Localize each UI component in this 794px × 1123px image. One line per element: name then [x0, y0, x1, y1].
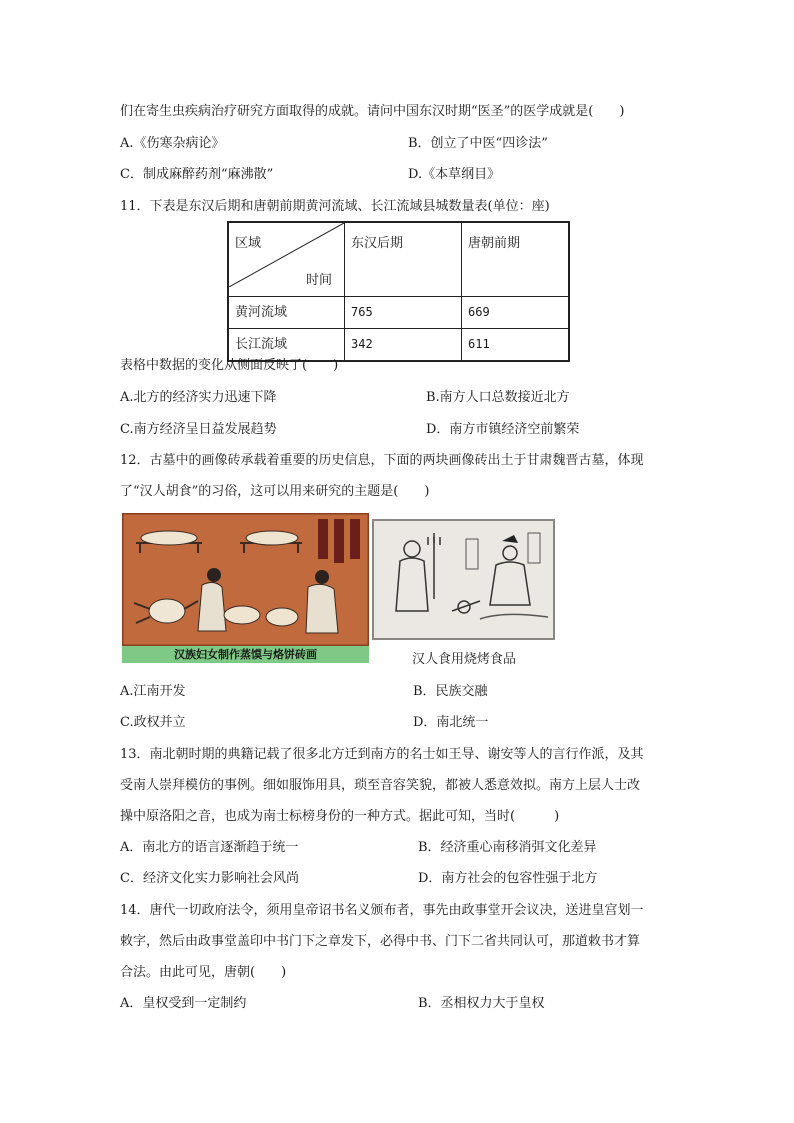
roast-food-illustration — [372, 519, 555, 640]
q14-option-a[interactable]: A．皇权受到一定制约 — [120, 996, 247, 1011]
brick-painting-women-cooking — [122, 513, 369, 663]
q14-option-b[interactable]: B．丞相权力大于皇权 — [418, 996, 545, 1011]
q12-option-c[interactable]: C.政权并立 — [120, 715, 186, 730]
image1-caption: 汉族妇女制作蒸馍与烙饼砖画 — [122, 646, 369, 663]
table-header-2: 唐朝前期 — [462, 222, 570, 297]
q14-stem-line1: 14．唐代一切政府法令，须用皇帝诏书名义颁布者，事先由政事堂开会议决，送进皇宫划一 — [120, 903, 644, 918]
corner-time-label: 时间 — [305, 273, 332, 288]
q13-option-a[interactable]: A．南北方的语言逐渐趋于统一 — [120, 840, 299, 855]
q12-option-d[interactable]: D．南北统一 — [413, 715, 489, 730]
q11-question: 表格中数据的变化从侧面反映了( ) — [120, 358, 339, 373]
table-corner-cell — [228, 222, 345, 297]
corner-region-label: 区域 — [235, 236, 262, 251]
table-header-1: 东汉后期 — [345, 222, 462, 297]
q10-option-c[interactable]: C．制成麻醉药剂“麻沸散” — [120, 167, 274, 182]
q12-option-a[interactable]: A.江南开发 — [120, 684, 186, 699]
table-cell: 669 — [462, 297, 570, 329]
table-cell: 611 — [462, 329, 570, 362]
image2-caption: 汉人食用烧烤食品 — [412, 652, 517, 667]
q13-option-c[interactable]: C．经济文化实力影响社会风尚 — [120, 871, 299, 886]
table-cell: 765 — [345, 297, 462, 329]
q13-stem-line2: 受南人崇拜模仿的事例。细如服饰用具，琐至音容笑貌，都被人悉意效拟。南方上层人士改 — [120, 778, 641, 793]
q10-option-a[interactable]: A.《伤寒杂病论》 — [120, 136, 225, 151]
table-cell: 342 — [345, 329, 462, 362]
q11-option-d[interactable]: D．南方市镇经济空前繁荣 — [426, 422, 580, 437]
q13-stem-line1: 13．南北朝时期的典籍记载了很多北方迁到南方的名士如王导、谢安等人的言行作派，及其 — [120, 747, 644, 762]
q11-option-a[interactable]: A.北方的经济实力迅速下降 — [120, 390, 277, 405]
q13-option-b[interactable]: B．经济重心南移消弭文化差异 — [418, 840, 597, 855]
q11-option-b[interactable]: B.南方人口总数接近北方 — [426, 390, 570, 405]
q10-stem: 们在寄生虫疾病治疗研究方面取得的成就。请问中国东汉时期“医圣”的医学成就是( ) — [120, 104, 625, 119]
q10-option-d[interactable]: D.《本草纲目》 — [408, 167, 501, 182]
q11-option-c[interactable]: C.南方经济呈日益发展趋势 — [120, 422, 277, 437]
brick-painting-roast-food — [372, 519, 555, 640]
q12-option-b[interactable]: B．民族交融 — [413, 684, 488, 699]
brick-painting-illustration — [122, 513, 369, 646]
q12-stem-line2: 了“汉人胡食”的习俗，这可以用来研究的主题是( ) — [120, 484, 430, 499]
table-row-label: 黄河流域 — [228, 297, 345, 329]
q14-stem-line3: 合法。由此可见，唐朝( ) — [120, 965, 287, 980]
q13-option-d[interactable]: D．南方社会的包容性强于北方 — [418, 871, 598, 886]
county-count-table — [227, 221, 570, 362]
q11-stem: 11．下表是东汉后期和唐朝前期黄河流域、长江流域县城数量表(单位：座) — [120, 199, 550, 214]
q13-stem-line3: 操中原洛阳之音，也成为南士标榜身份的一种方式。据此可知，当时( ) — [120, 809, 560, 824]
table-row-label: 长江流域 — [228, 329, 345, 362]
q10-option-b[interactable]: B．创立了中医“四诊法” — [408, 136, 548, 151]
q12-stem-line1: 12．古墓中的画像砖承载着重要的历史信息，下面的两块画像砖出土于甘肃魏晋古墓，体现 — [120, 453, 644, 468]
q14-stem-line2: 敕字，然后由政事堂盖印中书门下之章发下，必得中书、门下二省共同认可，那道敕书才算 — [120, 934, 641, 949]
